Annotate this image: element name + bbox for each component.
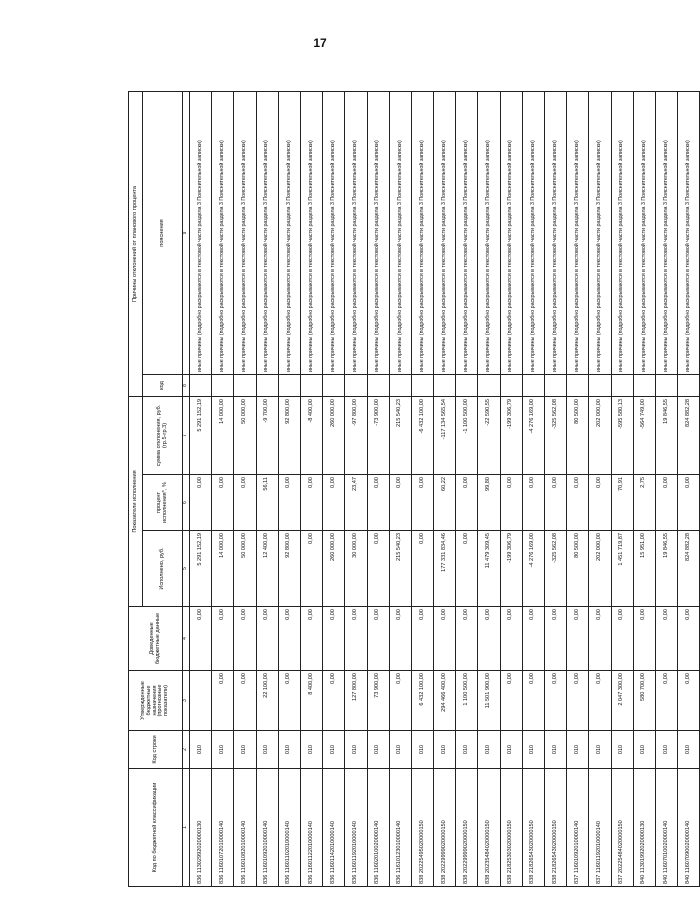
table-cell-approved: 1 100 500,00 — [456, 671, 478, 731]
table-cell-reason-code — [655, 374, 677, 396]
table-row — [611, 91, 633, 886]
table-cell-code: 838 20225495020000150 — [411, 769, 433, 887]
table-cell-percent: 0,00 — [678, 475, 700, 531]
table-cell-limits: 0,00 — [678, 607, 700, 671]
table-cell-limits: 0,00 — [434, 607, 456, 671]
table-cell-percent: 99,80 — [478, 475, 500, 531]
header-deviation: сумма отклонения, руб. (гр.5-гр.3) — [143, 396, 183, 474]
table-cell-executed: 30 000,00 — [345, 531, 367, 607]
table-cell-reason: иные причины (подробно раскрываются в текстовой части раздела 3 Пояснительной записки) — [611, 91, 633, 374]
table-cell-approved: 580 700,00 — [633, 671, 655, 731]
column-number: 7 — [183, 396, 190, 474]
table-cell-approved: 0,00 — [567, 671, 589, 731]
table-cell-deviation: -9 700,00 — [256, 396, 278, 474]
table-cell-code: 836 11602010020000140 — [367, 769, 389, 887]
table-cell-executed: 260 000,00 — [323, 531, 345, 607]
table-cell-line: 010 — [522, 731, 544, 769]
table-cell-line: 010 — [500, 731, 522, 769]
table-cell-deviation: 14 000,00 — [212, 396, 234, 474]
table-cell-executed: 92 800,00 — [278, 531, 300, 607]
table-cell-limits: 0,00 — [345, 607, 367, 671]
header-executed: Исполнено, руб. — [143, 531, 183, 607]
table-cell-reason: иные причины (подробно раскрываются в текстовой части раздела 3 Пояснительной записки) — [678, 91, 700, 374]
table-cell-percent: 0,00 — [567, 475, 589, 531]
table-cell-executed: 0,00 — [456, 531, 478, 607]
table-cell-executed: 15 951,00 — [633, 531, 655, 607]
table-cell-approved: 2 047 300,00 — [611, 671, 633, 731]
table-cell-limits: 0,00 — [367, 607, 389, 671]
table-cell-deviation: 5 291 152,19 — [190, 396, 212, 474]
table-cell-percent: 70,91 — [611, 475, 633, 531]
table-cell-executed: 19 846,55 — [655, 531, 677, 607]
table-cell-reason: иные причины (подробно раскрываются в текстовой части раздела 3 Пояснительной записки) — [545, 91, 567, 374]
table-cell-reason: иные причины (подробно раскрываются в текстовой части раздела 3 Пояснительной записки) — [389, 91, 411, 374]
table-cell-reason: иные причины (подробно раскрываются в текстовой части раздела 3 Пояснительной записки) — [256, 91, 278, 374]
table-cell-percent: 0,00 — [389, 475, 411, 531]
column-number: 2 — [183, 731, 190, 769]
table-cell-reason: иные причины (подробно раскрываются в текстовой части раздела 3 Пояснительной записки) — [411, 91, 433, 374]
table-cell-reason: иные причины (подробно раскрываются в текстовой части раздела 3 Пояснительной записки) — [234, 91, 256, 374]
table-cell-reason: иные причины (подробно раскрываются в текстовой части раздела 3 Пояснительной записки) — [190, 91, 212, 374]
table-cell-executed: 202 000,00 — [589, 531, 611, 607]
table-cell-reason-code — [190, 374, 212, 396]
execution-report-table — [128, 91, 700, 887]
table-cell-reason: иные причины (подробно раскрываются в текстовой части раздела 3 Пояснительной записки) — [456, 91, 478, 374]
table-cell-reason-code — [323, 374, 345, 396]
table-cell-executed: 1 451 719,87 — [611, 531, 633, 607]
table-row — [567, 91, 589, 886]
table-cell-code: 838 21826543020000150 — [545, 769, 567, 887]
table-cell-approved: 8 400,00 — [300, 671, 322, 731]
table-row — [522, 91, 544, 886]
table-cell-limits: 0,00 — [234, 607, 256, 671]
table-cell-reason: иные причины (подробно раскрываются в текстовой части раздела 3 Пояснительной записки) — [500, 91, 522, 374]
table-cell-reason: иные причины (подробно раскрываются в текстовой части раздела 3 Пояснительной записки) — [589, 91, 611, 374]
table-cell-limits: 0,00 — [567, 607, 589, 671]
table-cell-percent: 0,00 — [367, 475, 389, 531]
table-cell-percent: 0,00 — [300, 475, 322, 531]
table-cell-limits: 0,00 — [278, 607, 300, 671]
table-cell-deviation: 19 846,55 — [655, 396, 677, 474]
table-cell-code: 837 20225484020000150 — [611, 769, 633, 887]
table-cell-percent: 0,00 — [545, 475, 567, 531]
table-row — [323, 91, 345, 886]
table-cell-code: 840 11607090020000140 — [678, 769, 700, 887]
table-cell-reason: иные причины (подробно раскрываются в текстовой части раздела 3 Пояснительной записки) — [567, 91, 589, 374]
table-cell-code: 838 21825303020000150 — [500, 769, 522, 887]
table-cell-code: 836 11610123010000140 — [389, 769, 411, 887]
table-row — [367, 91, 389, 886]
table-cell-percent: 0,00 — [589, 475, 611, 531]
table-cell-line: 010 — [411, 731, 433, 769]
table-cell-reason-code — [500, 374, 522, 396]
table-cell-executed: -199 306,79 — [500, 531, 522, 607]
table-cell-approved: 0,00 — [678, 671, 700, 731]
table-row — [212, 91, 234, 886]
table-cell-line: 010 — [256, 731, 278, 769]
table-cell-reason-code — [256, 374, 278, 396]
table-cell-code: 838 21826543020000150 — [522, 769, 544, 887]
table-cell-percent: 0,00 — [234, 475, 256, 531]
column-number: 3 — [183, 671, 190, 731]
column-number: 1 — [183, 769, 190, 887]
table-row — [300, 91, 322, 886]
table-row — [589, 91, 611, 886]
table-cell-approved: 0,00 — [545, 671, 567, 731]
table-cell-reason: иные причины (подробно раскрываются в текстовой части раздела 3 Пояснительной записки) — [367, 91, 389, 374]
table-cell-deviation: 202 000,00 — [589, 396, 611, 474]
header-limits: Доведенные бюджетные данные — [129, 607, 183, 671]
table-cell-limits: 0,00 — [500, 607, 522, 671]
table-cell-executed: -4 276 169,00 — [522, 531, 544, 607]
table-cell-reason: иные причины (подробно раскрываются в текстовой части раздела 3 Пояснительной записки) — [478, 91, 500, 374]
table-cell-code: 836 11601092010000140 — [256, 769, 278, 887]
table-row — [545, 91, 567, 886]
table-cell-executed: 14 000,00 — [212, 531, 234, 607]
table-cell-executed: 215 540,23 — [389, 531, 411, 607]
table-cell-line: 010 — [567, 731, 589, 769]
table-row — [256, 91, 278, 886]
table-cell-code: 840 11607010020000140 — [655, 769, 677, 887]
table-cell-code: 836 11601192010000140 — [345, 769, 367, 887]
table-cell-line: 010 — [589, 731, 611, 769]
table-cell-line: 010 — [323, 731, 345, 769]
table-cell-deviation: 824 882,28 — [678, 396, 700, 474]
table-cell-limits: 0,00 — [655, 607, 677, 671]
table-cell-line: 010 — [456, 731, 478, 769]
table-cell-reason-code — [633, 374, 655, 396]
table-cell-line: 010 — [545, 731, 567, 769]
table-cell-reason-code — [389, 374, 411, 396]
table-cell-deviation: 215 540,23 — [389, 396, 411, 474]
table-cell-percent: 0,00 — [655, 475, 677, 531]
table-cell-reason: иные причины (подробно раскрываются в текстовой части раздела 3 Пояснительной записки) — [323, 91, 345, 374]
table-cell-deviation: 80 500,00 — [567, 396, 589, 474]
table-cell-code: 836 11601102010000140 — [278, 769, 300, 887]
table-cell-approved: 11 501 900,00 — [478, 671, 500, 731]
table-cell-executed: 0,00 — [300, 531, 322, 607]
header-reason-text: пояснения — [143, 91, 183, 374]
table-cell-limits: 0,00 — [522, 607, 544, 671]
table-cell-reason-code — [278, 374, 300, 396]
header-line: Код строки — [129, 731, 183, 769]
table-cell-reason: иные причины (подробно раскрываются в текстовой части раздела 3 Пояснительной записки) — [655, 91, 677, 374]
table-row — [478, 91, 500, 886]
header-reason-code: код — [143, 374, 183, 396]
column-number: 8 — [183, 374, 190, 396]
table-cell-executed: 80 500,00 — [567, 531, 589, 607]
table-row — [345, 91, 367, 886]
table-row — [678, 91, 700, 886]
table-cell-line: 010 — [234, 731, 256, 769]
header-approved: Утвержденные бюджетные назначения (прогнозные показатели) — [129, 671, 183, 731]
table-cell-percent: 2,75 — [633, 475, 655, 531]
table-cell-deviation: -564 749,00 — [633, 396, 655, 474]
table-cell-limits: 0,00 — [256, 607, 278, 671]
table-cell-percent: 23,47 — [345, 475, 367, 531]
table-cell-approved: 0,00 — [323, 671, 345, 731]
table-cell-line: 010 — [190, 731, 212, 769]
table-cell-limits: 0,00 — [545, 607, 567, 671]
rotated-table-wrapper — [128, 92, 691, 887]
table-cell-line: 010 — [300, 731, 322, 769]
table-cell-approved: 0,00 — [234, 671, 256, 731]
table-cell-reason: иные причины (подробно раскрываются в текстовой части раздела 3 Пояснительной записки) — [522, 91, 544, 374]
table-cell-approved: 127 800,00 — [345, 671, 367, 731]
table-cell-reason-code — [522, 374, 544, 396]
table-cell-limits: 0,00 — [300, 607, 322, 671]
table-cell-executed: 11 479 309,45 — [478, 531, 500, 607]
table-cell-approved: 22 100,00 — [256, 671, 278, 731]
table-cell-code: 836 11601142010000140 — [323, 769, 345, 887]
table-cell-reason-code — [300, 374, 322, 396]
table-cell-limits: 0,00 — [389, 607, 411, 671]
table-cell-approved: 0,00 — [589, 671, 611, 731]
table-cell-percent: 60,22 — [434, 475, 456, 531]
table-cell-limits: 0,00 — [190, 607, 212, 671]
table-row — [633, 91, 655, 886]
table-cell-line: 010 — [367, 731, 389, 769]
table-cell-deviation: -73 900,00 — [367, 396, 389, 474]
table-cell-deviation: -199 306,79 — [500, 396, 522, 474]
table-cell-code: 836 11601072010000140 — [212, 769, 234, 887]
page-number: 17 — [313, 36, 327, 50]
column-number: 9 — [183, 91, 190, 374]
table-row — [278, 91, 300, 886]
table-cell-code: 840 11301992020000130 — [633, 769, 655, 887]
table-cell-limits: 0,00 — [633, 607, 655, 671]
header-code: Код по бюджетной классификации — [129, 769, 183, 887]
table-cell-line: 010 — [633, 731, 655, 769]
table-cell-code: 837 11601192010000140 — [589, 769, 611, 887]
table-cell-executed: 0,00 — [411, 531, 433, 607]
table-cell-limits: 0,00 — [611, 607, 633, 671]
table-row — [190, 91, 212, 886]
table-cell-approved: 294 466 400,00 — [434, 671, 456, 731]
table-cell-executed: 50 000,00 — [234, 531, 256, 607]
table-row — [411, 91, 433, 886]
table-cell-limits: 0,00 — [323, 607, 345, 671]
table-cell-reason-code — [367, 374, 389, 396]
table-cell-deviation: -4 276 169,00 — [522, 396, 544, 474]
table-cell-percent: 0,00 — [500, 475, 522, 531]
table-cell-percent: 0,00 — [323, 475, 345, 531]
table-cell-code: 838 20229999020000150 — [434, 769, 456, 887]
table-cell-reason-code — [345, 374, 367, 396]
table-cell-reason-code — [567, 374, 589, 396]
table-cell-line: 010 — [611, 731, 633, 769]
table-cell-percent: 0,00 — [190, 475, 212, 531]
table-cell-approved — [190, 671, 212, 731]
table-cell-line: 010 — [212, 731, 234, 769]
table-cell-reason: иные причины (подробно раскрываются в текстовой части раздела 3 Пояснительной записки) — [434, 91, 456, 374]
table-cell-limits: 0,00 — [212, 607, 234, 671]
table-row — [389, 91, 411, 886]
table-cell-executed: 12 400,00 — [256, 531, 278, 607]
table-cell-reason-code — [212, 374, 234, 396]
table-cell-reason: иные причины (подробно раскрываются в текстовой части раздела 3 Пояснительной записки) — [278, 91, 300, 374]
table-cell-approved: 0,00 — [500, 671, 522, 731]
table-cell-reason-code — [434, 374, 456, 396]
table-cell-reason: иные причины (подробно раскрываются в текстовой части раздела 3 Пояснительной записки) — [300, 91, 322, 374]
table-cell-approved: 73 900,00 — [367, 671, 389, 731]
table-cell-line: 010 — [678, 731, 700, 769]
table-row — [500, 91, 522, 886]
table-cell-reason-code — [456, 374, 478, 396]
table-cell-deviation: -1 100 500,00 — [456, 396, 478, 474]
table-cell-limits: 0,00 — [478, 607, 500, 671]
table-cell-approved: 0,00 — [212, 671, 234, 731]
table-row — [434, 91, 456, 886]
table-cell-reason: иные причины (подробно раскрываются в текстовой части раздела 3 Пояснительной записки) — [212, 91, 234, 374]
table-cell-approved: 0,00 — [522, 671, 544, 731]
table-cell-reason-code — [589, 374, 611, 396]
table-cell-deviation: -6 432 100,00 — [411, 396, 433, 474]
table-cell-deviation: 92 800,00 — [278, 396, 300, 474]
header-exec-group: Показатели исполнения — [129, 396, 143, 606]
table-cell-reason-code — [611, 374, 633, 396]
table-cell-percent: 0,00 — [522, 475, 544, 531]
table-row — [655, 91, 677, 886]
table-cell-code: 838 20235484020000150 — [478, 769, 500, 887]
table-cell-code: 836 11302992020000130 — [190, 769, 212, 887]
table-cell-limits: 0,00 — [411, 607, 433, 671]
table-cell-approved: 6 432 100,00 — [411, 671, 433, 731]
table-cell-code: 837 11601092010000140 — [567, 769, 589, 887]
table-cell-code: 836 11601082010000140 — [234, 769, 256, 887]
table-cell-code: 838 20229999020000150 — [456, 769, 478, 887]
table-cell-executed: -325 562,08 — [545, 531, 567, 607]
table-cell-deviation: 260 000,00 — [323, 396, 345, 474]
table-cell-reason-code — [545, 374, 567, 396]
table-cell-executed: 0,00 — [367, 531, 389, 607]
table-cell-line: 010 — [434, 731, 456, 769]
table-cell-approved: 0,00 — [655, 671, 677, 731]
table-cell-deviation: -8 400,00 — [300, 396, 322, 474]
header-reasons-group: Причины отклонений от планового процента — [129, 91, 143, 396]
table-cell-deviation: -117 134 565,54 — [434, 396, 456, 474]
table-cell-line: 010 — [389, 731, 411, 769]
table-cell-executed: 824 882,28 — [678, 531, 700, 607]
table-cell-reason: иные причины (подробно раскрываются в текстовой части раздела 3 Пояснительной записки) — [345, 91, 367, 374]
table-cell-code: 836 11601122010000140 — [300, 769, 322, 887]
column-number: 6 — [183, 475, 190, 531]
column-number-row — [183, 91, 190, 886]
header-percent: процент исполнения*, % — [143, 475, 183, 531]
table-cell-executed: 177 331 834,46 — [434, 531, 456, 607]
table-cell-reason-code — [234, 374, 256, 396]
table-cell-deviation: -595 580,13 — [611, 396, 633, 474]
table-cell-reason-code — [478, 374, 500, 396]
table-cell-executed: 5 291 152,19 — [190, 531, 212, 607]
table-cell-limits: 0,00 — [589, 607, 611, 671]
table-row — [456, 91, 478, 886]
table-cell-line: 010 — [655, 731, 677, 769]
table-cell-deviation: -325 562,08 — [545, 396, 567, 474]
table-cell-approved: 0,00 — [278, 671, 300, 731]
table-cell-percent: 0,00 — [212, 475, 234, 531]
table-cell-percent: 0,00 — [278, 475, 300, 531]
table-cell-line: 010 — [478, 731, 500, 769]
table-cell-deviation: 50 000,00 — [234, 396, 256, 474]
table-cell-percent: 0,00 — [411, 475, 433, 531]
table-cell-line: 010 — [278, 731, 300, 769]
table-cell-deviation: -22 590,55 — [478, 396, 500, 474]
table-cell-reason-code — [678, 374, 700, 396]
table-cell-limits: 0,00 — [456, 607, 478, 671]
table-cell-reason-code — [411, 374, 433, 396]
table-cell-reason: иные причины (подробно раскрываются в текстовой части раздела 3 Пояснительной записки) — [633, 91, 655, 374]
table-cell-approved: 0,00 — [389, 671, 411, 731]
table-cell-percent: 0,00 — [456, 475, 478, 531]
column-number: 4 — [183, 607, 190, 671]
table-row — [234, 91, 256, 886]
column-number: 5 — [183, 531, 190, 607]
table-cell-deviation: -97 800,00 — [345, 396, 367, 474]
table-cell-line: 010 — [345, 731, 367, 769]
table-cell-percent: 56,11 — [256, 475, 278, 531]
